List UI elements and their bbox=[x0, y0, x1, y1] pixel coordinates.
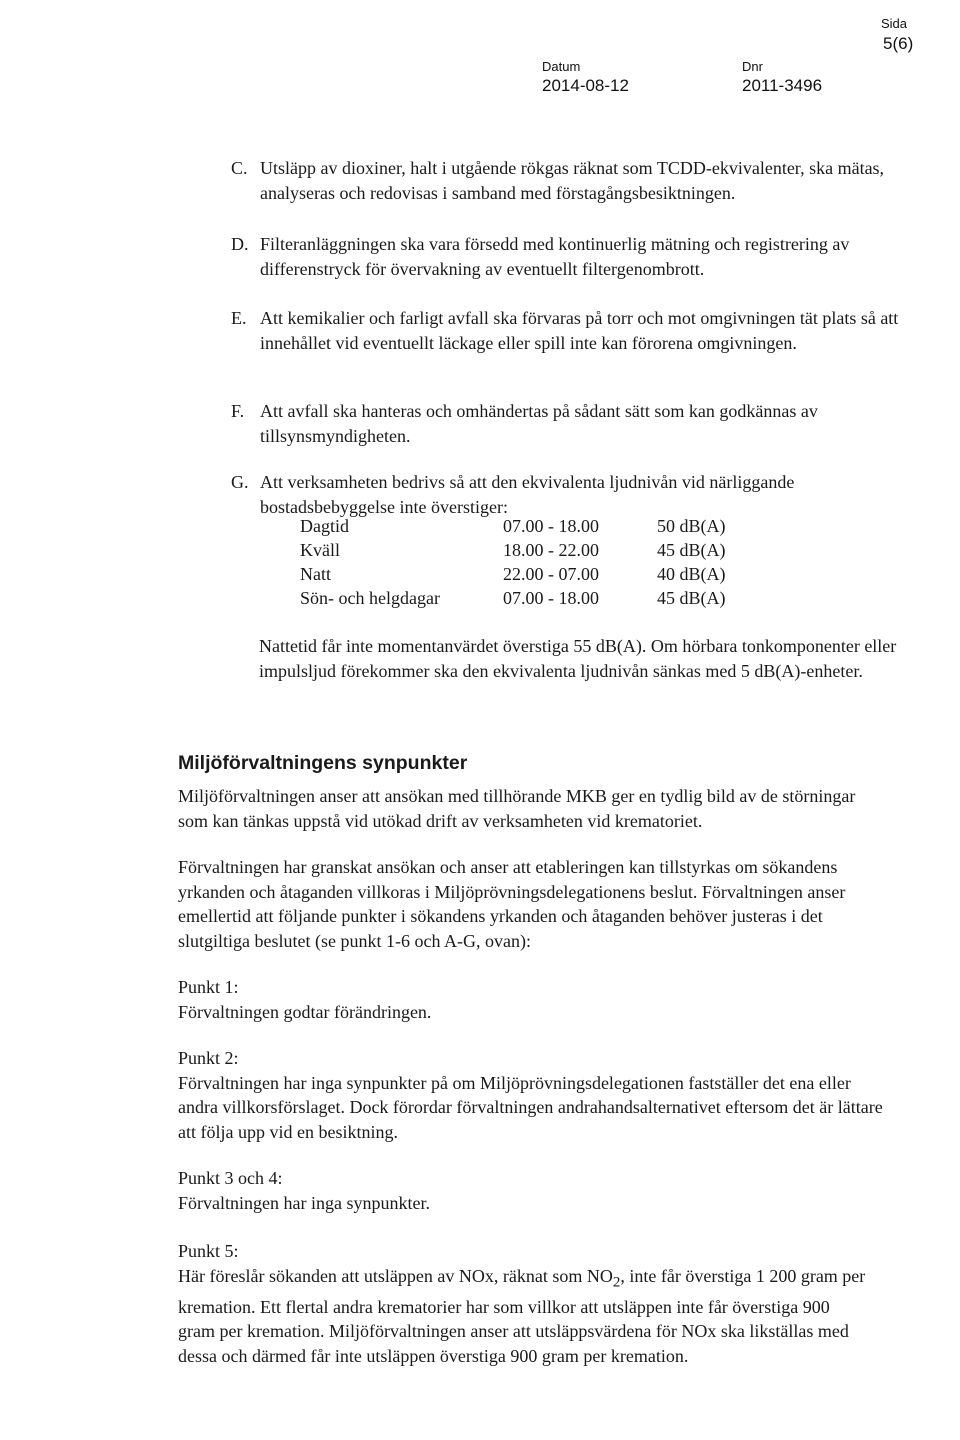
punkt-text: Förvaltningen godtar förändringen. bbox=[178, 1001, 432, 1022]
condition-letter: C. bbox=[231, 158, 248, 178]
level-cell: 45 dB(A) bbox=[657, 588, 726, 608]
condition-f bbox=[231, 399, 911, 448]
level-cell: 50 dB(A) bbox=[657, 516, 726, 536]
period-cell: Natt bbox=[300, 564, 331, 584]
condition-d bbox=[231, 232, 911, 281]
condition-g bbox=[231, 470, 911, 519]
datum-value: 2014-08-12 bbox=[542, 76, 629, 95]
period-cell: Kväll bbox=[300, 540, 340, 560]
condition-c bbox=[231, 156, 911, 205]
datum-label: Datum bbox=[542, 59, 581, 74]
time-cell: 18.00 - 22.00 bbox=[503, 540, 599, 560]
condition-text: Att kemikalier och farligt avfall ska förvaras på torr och mot omgivningen tät plats så att innehållet vid eventuellt läckage eller spill inte kan förorena omgivningen. bbox=[260, 308, 899, 353]
punkt5-text-end: , inte får överstiga 1 200 gram per kremation. Ett flertal andra krematorier har som villkor att utsläppen inte får överstiga 900 gram per kremation. Miljöförvaltningen anser att utsläppsvärdena för NOx ska likställas med dessa och därmed får inte utsläppen överstiga 900 gram per kremation. bbox=[178, 1265, 866, 1366]
punkt-text: Förvaltningen har inga synpunkter på om Miljöprövningsdelegationen fastställer det ena eller andra villkorsförslaget. Dock förordar förvaltningen andrahandsalternativet eftersom det är lättare att följa upp vid en besiktning. bbox=[178, 1072, 883, 1142]
punkt-label: Punkt 5: bbox=[178, 1241, 239, 1261]
punkt-label: Punkt 3 och 4: bbox=[178, 1168, 283, 1188]
condition-letter: G. bbox=[231, 472, 249, 492]
punkt-2 bbox=[178, 1046, 888, 1144]
time-cell: 07.00 - 18.00 bbox=[503, 588, 599, 608]
punkt-text: Förvaltningen har inga synpunkter. bbox=[178, 1192, 430, 1213]
time-cell: 07.00 - 18.00 bbox=[503, 516, 599, 536]
condition-letter: E. bbox=[231, 308, 247, 328]
punkt-1 bbox=[178, 975, 918, 1024]
dnr-value: 2011-3496 bbox=[742, 76, 823, 95]
paragraph-2 bbox=[178, 855, 868, 953]
punkt5-text-start: Här föreslår sökanden att utsläppen av NOx, räknat som NO bbox=[178, 1265, 613, 1286]
condition-e bbox=[231, 306, 911, 355]
section-heading: Miljöförvaltningens synpunkter bbox=[178, 752, 468, 774]
punkt-label: Punkt 1: bbox=[178, 977, 239, 997]
dnr-label: Dnr bbox=[742, 59, 763, 74]
punkt-text bbox=[178, 1264, 868, 1369]
punkt-3-4 bbox=[178, 1166, 918, 1215]
paragraph-text: Förvaltningen har granskat ansökan och anser att etableringen kan tillstyrkas om sökandens yrkanden och åtaganden villkoras i Miljöprövningsdelegationens beslut. Förvaltningen anser emellertid att följande punkter i sökandens yrkanden och åtaganden behöver justeras i det slutgiltiga beslutet (se punkt 1-6 och A-G, ovan): bbox=[178, 857, 846, 951]
condition-text: Utsläpp av dioxiner, halt i utgående rökgas räknat som TCDD-ekvivalenter, ska mätas, analyseras och redovisas i samband med förstagångsbesiktningen. bbox=[260, 158, 885, 203]
punkt-label: Punkt 2: bbox=[178, 1048, 239, 1068]
paragraph-1 bbox=[178, 784, 868, 833]
level-cell: 45 dB(A) bbox=[657, 540, 726, 560]
punkt5-subscript: 2 bbox=[612, 1274, 621, 1291]
condition-text: Att verksamheten bedrivs så att den ekvivalenta ljudnivån vid närliggande bostadsbebyggelse inte överstiger: bbox=[260, 472, 795, 517]
level-cell: 40 dB(A) bbox=[657, 564, 726, 584]
time-cell: 22.00 - 07.00 bbox=[503, 564, 599, 584]
condition-letter: D. bbox=[231, 234, 249, 254]
noise-note-text: Nattetid får inte momentanvärdet överstiga 55 dB(A). Om hörbara tonkomponenter eller impulsljud förekommer ska den ekvivalenta ljudnivån sänkas med 5 dB(A)-enheter. bbox=[259, 636, 897, 681]
sida-value: 5(6) bbox=[883, 34, 914, 53]
noise-note bbox=[259, 634, 899, 683]
paragraph-text: Miljöförvaltningen anser att ansökan med tillhörande MKB ger en tydlig bild av de störningar som kan tänkas uppstå vid utökad drift av verksamheten vid krematoriet. bbox=[178, 786, 856, 831]
sida-label: Sida bbox=[881, 16, 908, 31]
condition-text: Filteranläggningen ska vara försedd med kontinuerlig mätning och registrering av differenstryck för övervakning av eventuellt filtergenombrott. bbox=[260, 234, 850, 279]
condition-text: Att avfall ska hanteras och omhändertas på sådant sätt som kan godkännas av tillsynsmyndigheten. bbox=[260, 401, 818, 446]
condition-letter: F. bbox=[231, 401, 245, 421]
period-cell: Sön- och helgdagar bbox=[300, 588, 440, 608]
punkt-5 bbox=[178, 1239, 868, 1368]
period-cell: Dagtid bbox=[300, 516, 349, 536]
